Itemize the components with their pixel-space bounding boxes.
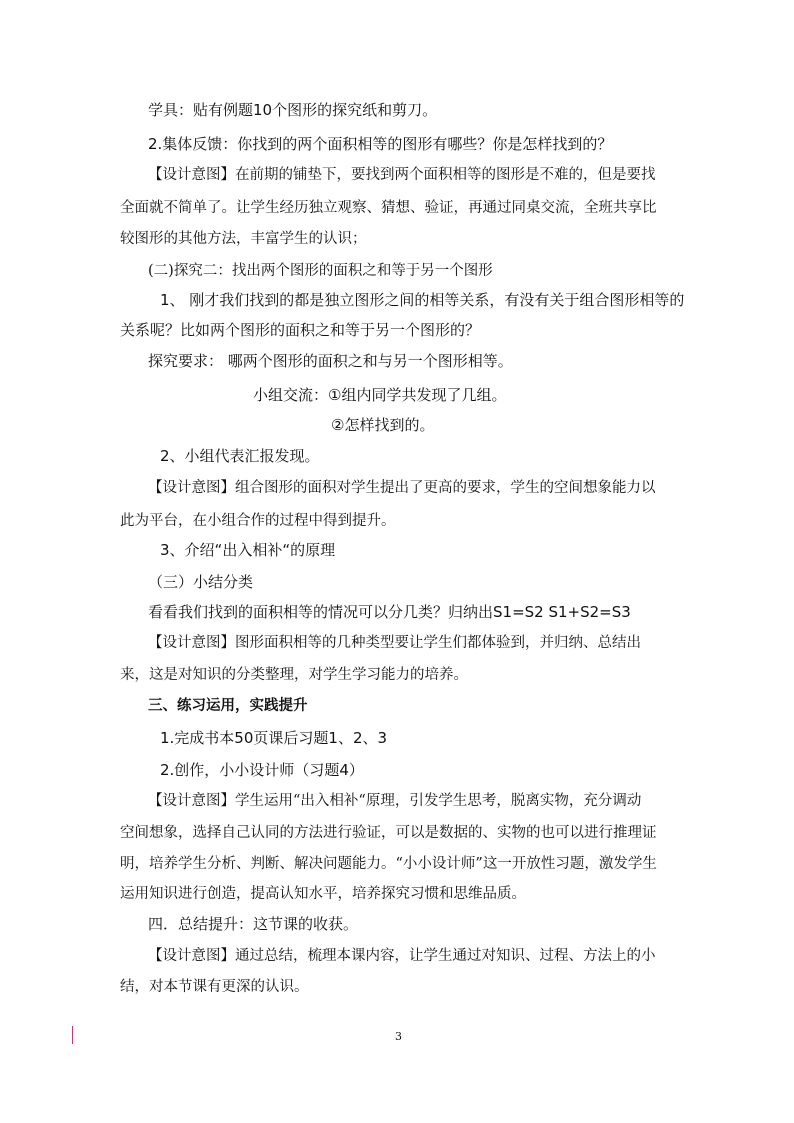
design-intent-line: 【设计意图】组合图形的面积对学生提出了更高的要求，学生的空间想象能力以 [148,480,656,496]
section-heading: (二)探究二：找出两个图形的面积之和等于另一个图形 [148,263,493,279]
design-intent-line: 【设计意图】通过总结，梳理本课内容，让学生通过对知识、过程、方法上的小 [148,948,656,964]
design-intent-line: 结，对本节课有更深的认识。 [120,979,309,995]
text-line: 2、小组代表汇报发现。 [160,447,320,465]
section-heading: 四．总结提升：这节课的收获。 [148,915,359,933]
text-line: 小组交流：①组内同学共发现了几组。 [253,386,507,404]
design-intent-line: 【设计意图】图形面积相等的几种类型要让学生们都体验到，并归纳、总结出 [148,635,641,651]
design-intent-line: 运用知识进行创造，提高认知水平，培养探究习惯和思维品质。 [120,886,526,902]
text-line: 看看我们找到的面积相等的情况可以分几类？归纳出S1=S2 S1+S2=S3 [148,603,631,621]
text-line: 1、 刚才我们找到的都是独立图形之间的相等关系，有没有关于组合图形相等的 [160,291,685,309]
page-number: 3 [395,1030,402,1043]
section-heading: 三、练习运用，实践提升 [148,697,308,714]
design-intent-line: 明，培养学生分析、判断、解决问题能力。“小小设计师”这一开放性习题，激发学生 [120,856,657,872]
text-line: 1.完成书本50页课后习题1、2、3 [160,729,388,747]
text-line: 3、介绍“出入相补“的原理 [160,541,336,559]
margin-marker [72,1026,73,1044]
text-line: 2.集体反馈：你找到的两个面积相等的图形有哪些？你是怎样找到的？ [148,135,613,153]
text-line: 关系呢？比如两个图形的面积之和等于另一个图形的？ [120,321,481,339]
text-line: 学具：贴有例题10个图形的探究纸和剪刀。 [148,101,438,119]
design-intent-line: 空间想象，选择自己认同的方法进行验证，可以是数据的、实物的也可以进行推理证 [120,825,657,841]
design-intent-line: 来，这是对知识的分类整理，对学生学习能力的培养。 [120,667,468,683]
design-intent-line: 较图形的其他方法，丰富学生的认识； [120,231,367,247]
text-line: 2.创作，小小设计师（习题4） [160,761,364,779]
section-heading: （三）小结分类 [148,573,254,591]
design-intent-line: 全面就不简单了。让学生经历独立观察、猜想、验证，再通过同桌交流，全班共享比 [120,200,657,216]
design-intent-line: 【设计意图】学生运用“出入相补“原理，引发学生思考，脱离实物，充分调动 [148,793,642,809]
design-intent-line: 此为平台，在小组合作的过程中得到提升。 [120,513,396,529]
text-line: 探究要求： 哪两个图形的面积之和与另一个图形相等。 [148,352,513,370]
design-intent-line: 【设计意图】在前期的铺垫下，要找到两个面积相等的图形是不难的，但是要找 [148,167,656,183]
text-line: ②怎样找到的。 [331,416,435,434]
